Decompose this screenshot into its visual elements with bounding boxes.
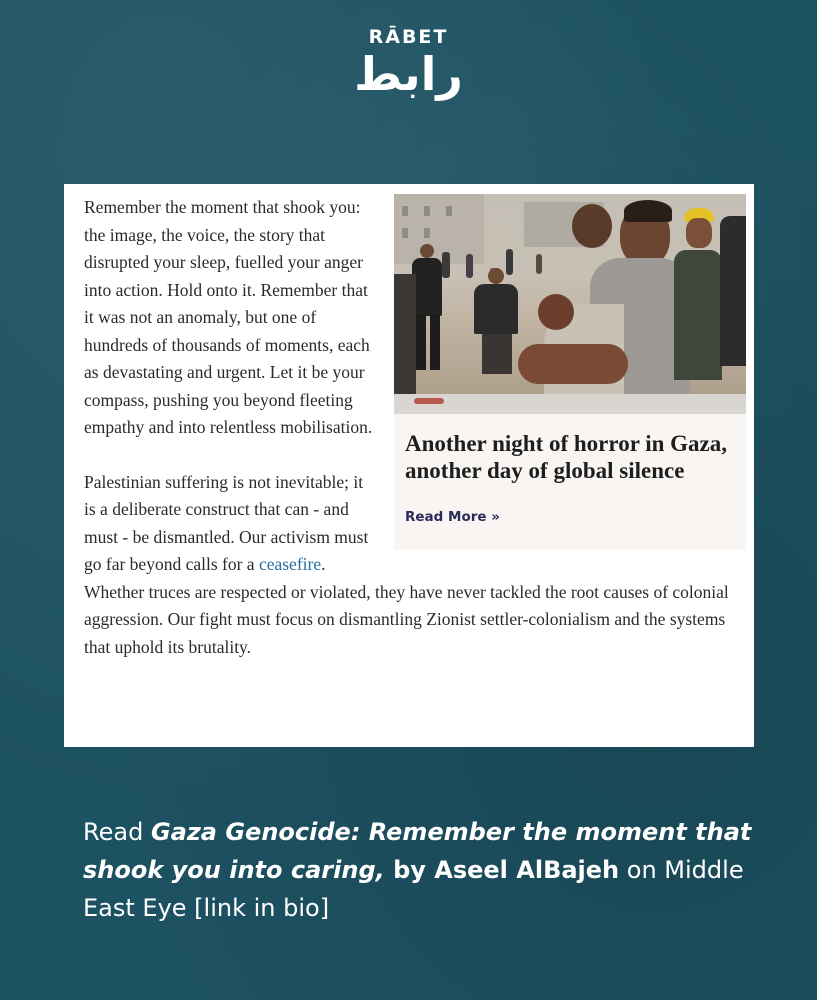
caption-article-title: Gaza Genocide: Remember the moment that shook you into caring, — [83, 818, 752, 884]
brand-name-latin: RĀBET — [368, 26, 449, 48]
article-screenshot-card — [64, 184, 754, 747]
read-more-link[interactable]: Read More » — [405, 509, 500, 525]
caption-author: by Aseel AlBajeh — [384, 856, 620, 884]
paragraph-1: Remember the moment that shook you: the image, the voice, the story that disrupted your sleep, fuelled your anger into action. Hold onto it. Remember that it was not an anomaly, but one of hundreds of thousands of moments, each as devastating and urgent. Let it be your compass, pushing you beyond fleeting empathy and into relentless mobilisation. — [84, 197, 373, 437]
caption-prefix: Read — [83, 818, 151, 846]
related-article-title[interactable]: Another night of horror in Gaza, another day of global silence — [405, 431, 728, 483]
paragraph-2-text-end: . Whether truces are respected or violated, they have never tackled the root causes of colonial aggression. Our fight must focus on dismantling Zionist settler-colonialism and the systems that uphold its brutality. — [84, 554, 729, 657]
brand-name-arabic: رابط — [354, 47, 463, 101]
caption-suffix: on Middle East Eye [link in bio] — [83, 856, 744, 922]
ceasefire-link[interactable]: ceasefire — [258, 554, 322, 574]
post-caption — [83, 813, 783, 927]
related-article-photo — [394, 194, 746, 414]
related-article-embed[interactable] — [394, 194, 746, 550]
article-body — [84, 194, 734, 661]
paragraph-2-text-start: Palestinian suffering is not inevitable; it is a deliberate construct that can - and must - be dismantled. Our activism must go far beyond calls for a — [84, 471, 369, 574]
brand-logo — [0, 26, 817, 100]
